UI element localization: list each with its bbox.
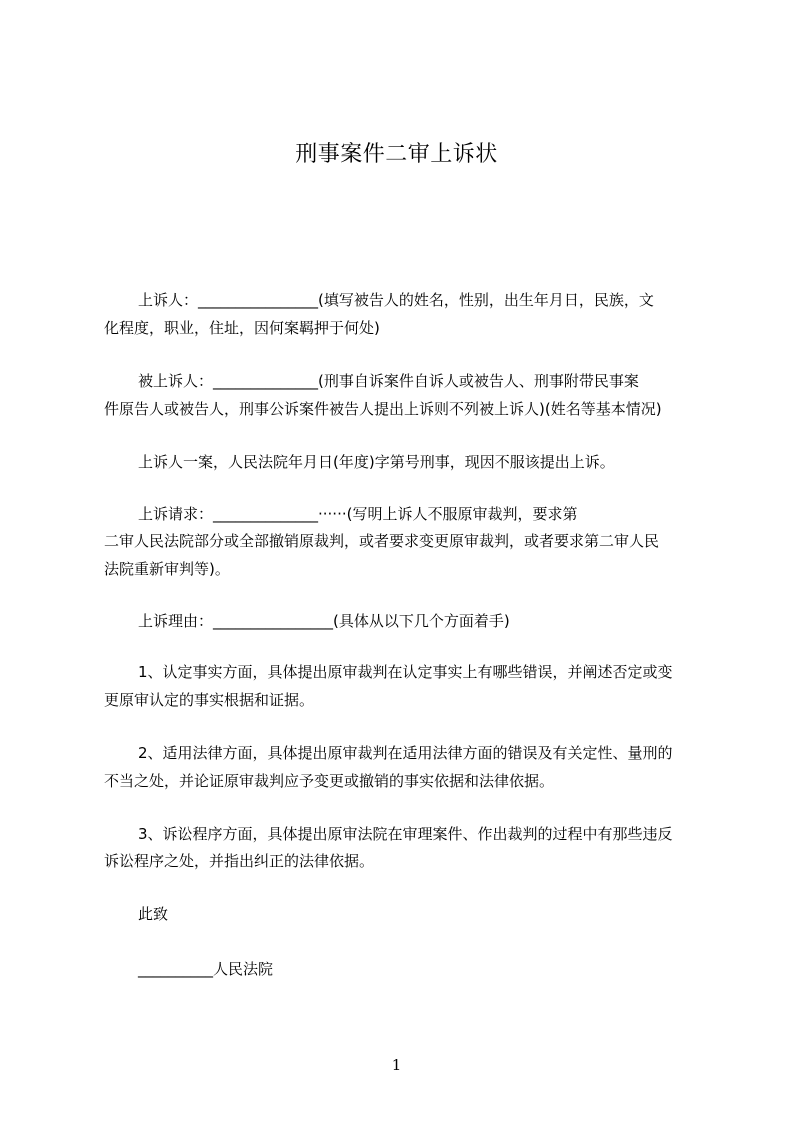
reason-1-line-1: 1、认定事实方面，具体提出原审裁判在认定事实上有哪些错误，并阐述否定或变 (138, 663, 673, 681)
closing-salutation: 此致 (138, 905, 169, 923)
reason-2-line-1: 2、适用法律方面，具体提出原审裁判在适用法律方面的错误及有关定性、量刑的 (138, 744, 673, 762)
appeal-reasons-heading: 上诉理由：________________(具体从以下几个方面着手) (138, 612, 510, 630)
appellant-line-2: 化程度，职业，住址，因何案羁押于何处) (104, 319, 380, 337)
reason-3-line-1: 3、诉讼程序方面，具体提出原审法院在审理案件、作出裁判的过程中有那些违反 (138, 825, 673, 843)
reason-3-line-2: 诉讼程序之处，并指出纠正的法律依据。 (104, 852, 375, 870)
reason-2-line-2: 不当之处，并论证原审裁判应予变更或撤销的事实依据和法律依据。 (104, 772, 555, 790)
appellant-line-1: 上诉人：________________(填写被告人的姓名，性别，出生年月日，民族，文 (138, 291, 654, 309)
case-statement: 上诉人一案，人民法院年月日(年度)字第号刑事，现因不服该提出上诉。 (138, 453, 615, 471)
appellee-line-2: 件原告人或被告人，刑事公诉案件被告人提出上诉则不列被上诉人)(姓名等基本情况) (104, 400, 662, 418)
appeal-request-line-1: 上诉请求：______________······(写明上诉人不服原审裁判，要求第 (138, 505, 578, 523)
document-title: 刑事案件二审上诉状 (295, 142, 498, 167)
appellee-line-1: 被上诉人：______________(刑事自诉案件自诉人或被告人、刑事附带民事案 (138, 372, 639, 390)
court-name: __________人民法院 (138, 960, 274, 978)
appeal-request-line-3: 法院重新审判等)。 (104, 560, 230, 578)
reason-1-line-2: 更原审认定的事实根据和证据。 (104, 691, 315, 709)
page-number: 1 (391, 1056, 402, 1074)
appeal-request-line-2: 二审人民法院部分或全部撤销原裁判，或者要求变更原审裁判，或者要求第二审人民 (104, 532, 660, 550)
